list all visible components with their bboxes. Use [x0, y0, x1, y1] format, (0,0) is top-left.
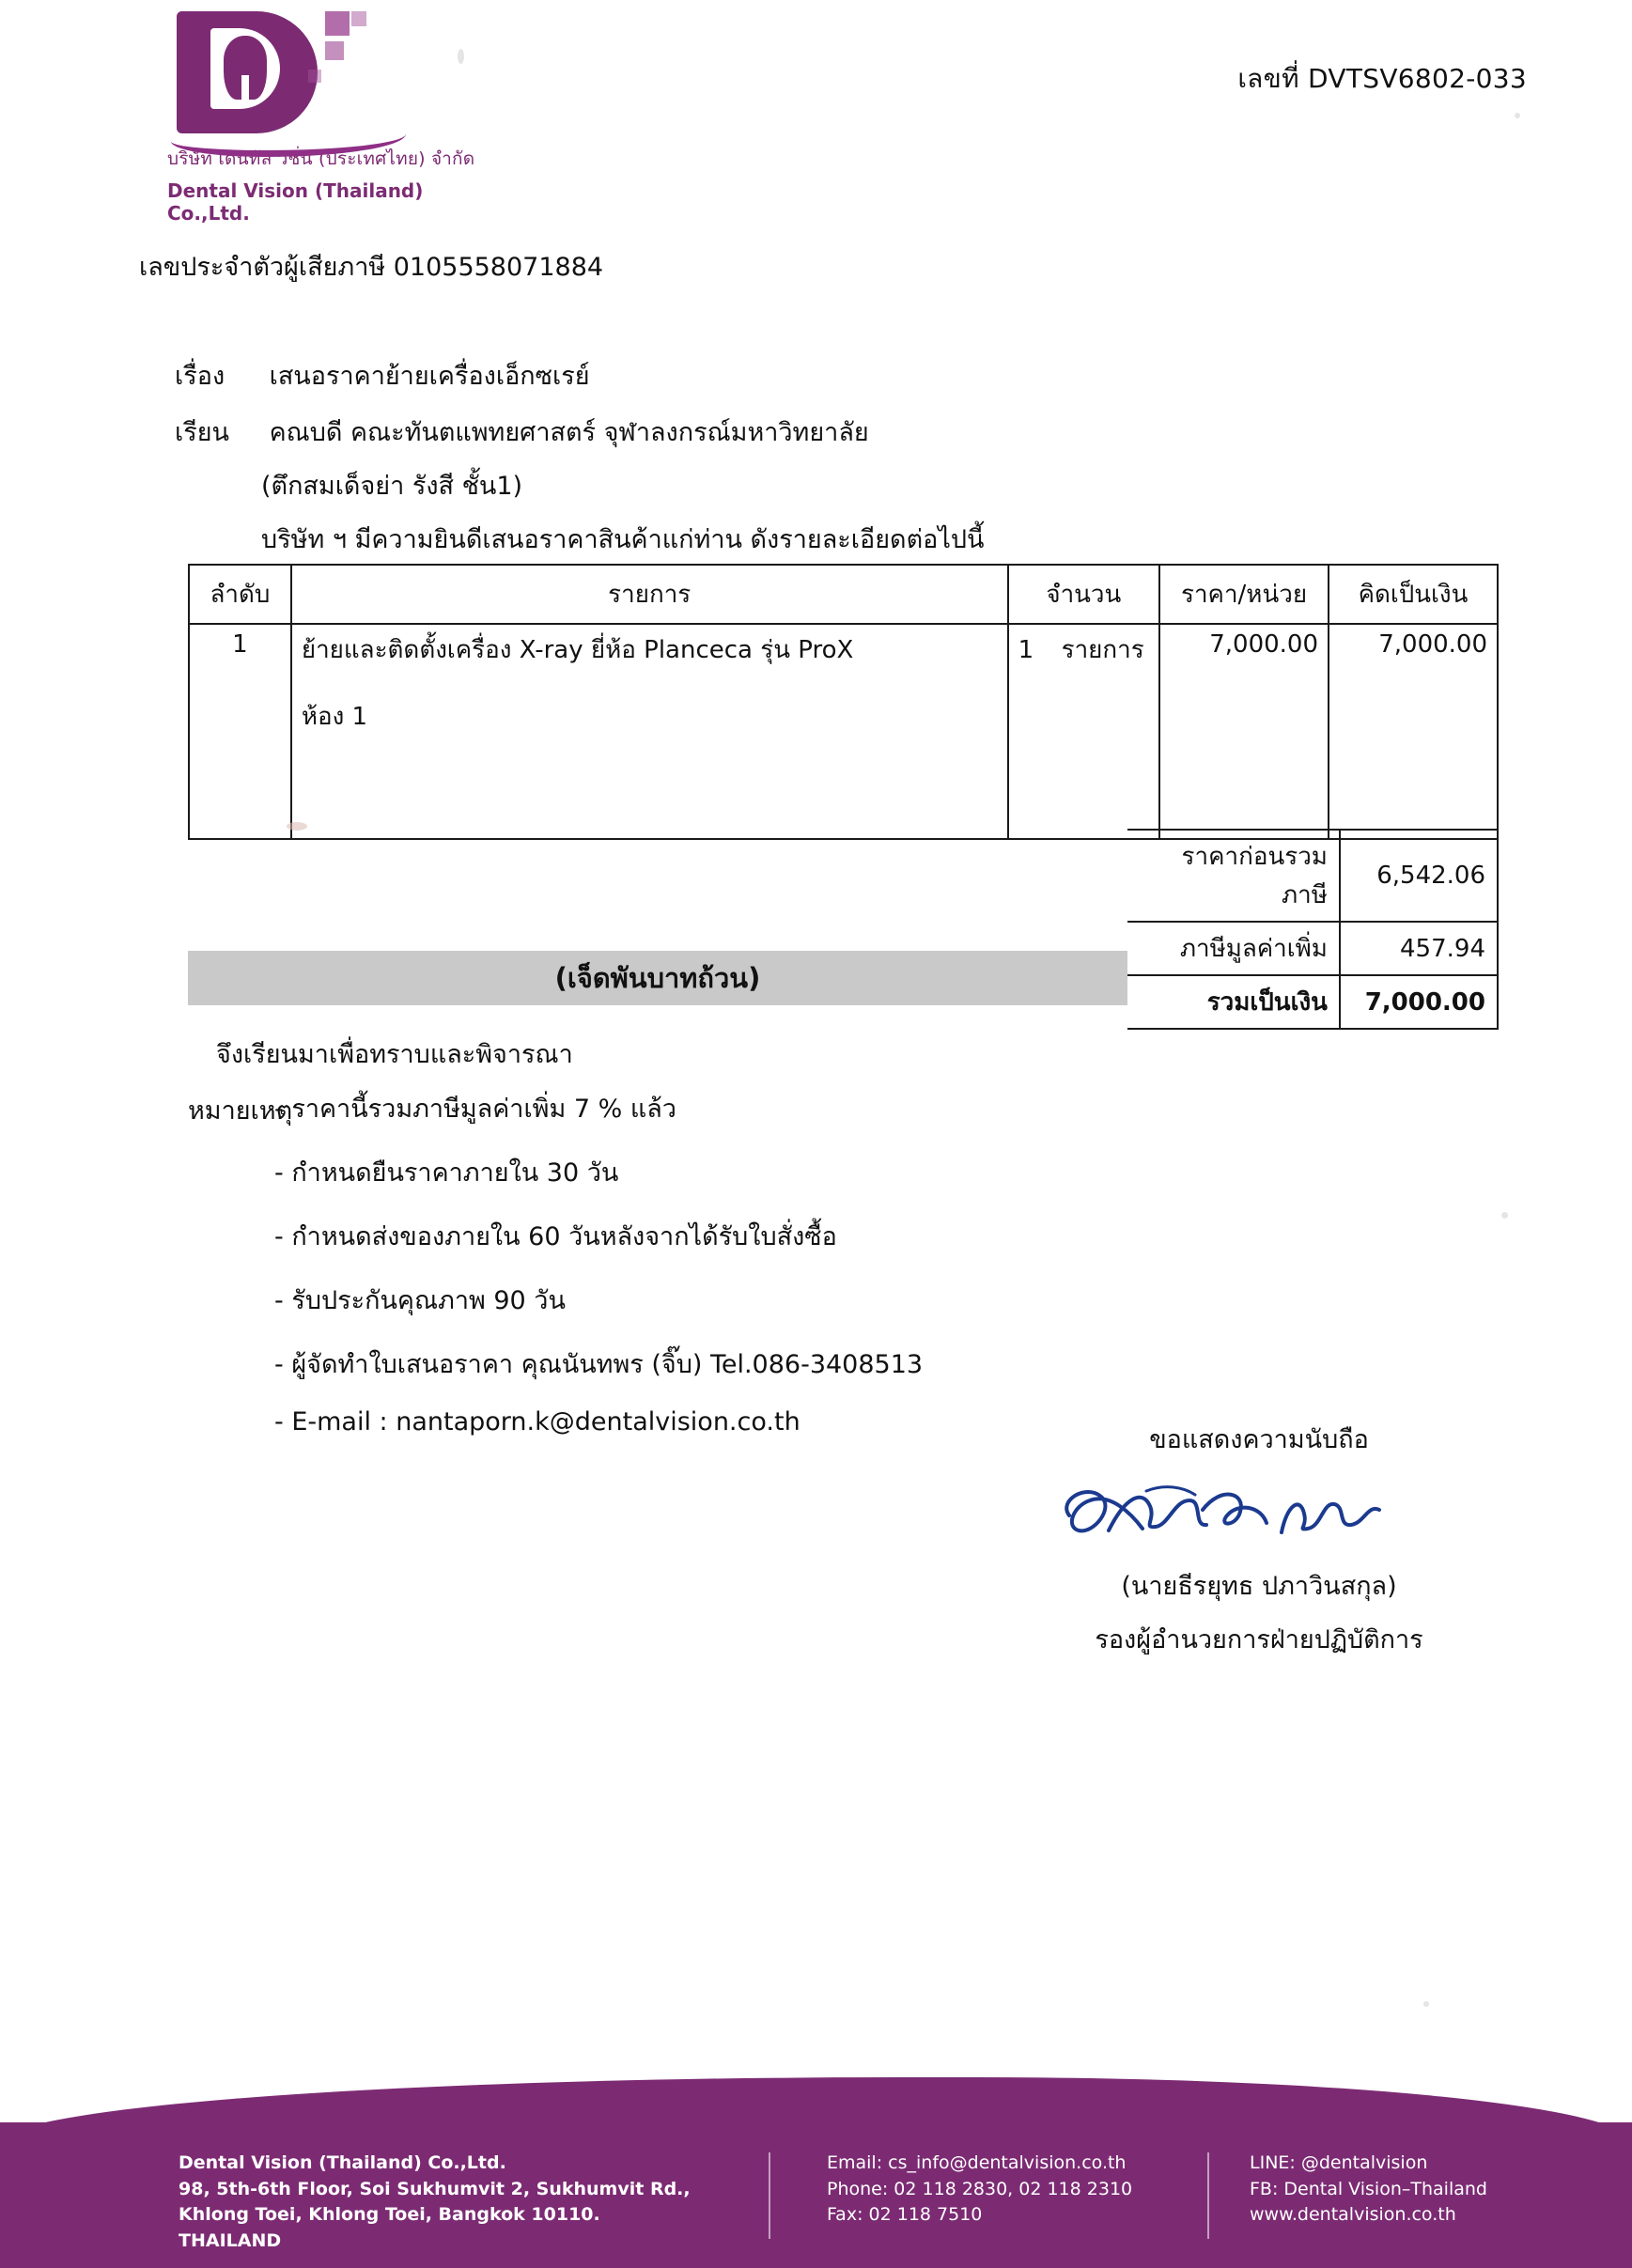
- signature-icon: [1015, 1472, 1503, 1561]
- footer-facebook: FB: Dental Vision–Thailand: [1250, 2178, 1487, 2199]
- th-desc: รายการ: [291, 565, 1008, 624]
- footer-contact: [827, 2151, 1221, 2229]
- cell-unit-price: 7,000.00: [1159, 624, 1329, 839]
- regards-text: ขอแสดงความนับถือ: [1149, 1425, 1369, 1454]
- page-footer: [0, 2122, 1632, 2268]
- list-item: - กำหนดยืนราคาภายใน 30 วัน: [274, 1158, 619, 1188]
- intro-line: บริษัท ฯ มีความยินดีเสนอราคาสินค้าแก่ท่าน ดังรายละเอียดต่อไปนี้: [261, 525, 985, 554]
- vat-value: 457.94: [1340, 922, 1498, 975]
- subtotal-value: 6,542.06: [1340, 830, 1498, 922]
- cell-no: 1: [189, 624, 291, 839]
- subject-row: [175, 355, 590, 396]
- footer-fax: Fax: 02 118 7510: [827, 2204, 983, 2226]
- table-row: [189, 624, 1498, 839]
- footer-divider-2: [1207, 2152, 1209, 2239]
- footer-website: www.dentalvision.co.th: [1250, 2204, 1456, 2226]
- closing-line: จึงเรียนมาเพื่อทราบและพิจารณา: [216, 1040, 573, 1069]
- cell-description-line2: ห้อง 1: [301, 703, 368, 731]
- cell-description: [291, 624, 1008, 839]
- subject-value: เสนอราคาย้ายเครื่องเอ็กซเรย์: [269, 362, 590, 391]
- signature-block: [1015, 1419, 1503, 1659]
- th-qty: จำนวน: [1008, 565, 1159, 624]
- grand-total-value: 7,000.00: [1340, 975, 1498, 1029]
- building-line: (ตึกสมเด็จย่า รังสี ชั้น1): [261, 472, 523, 501]
- company-logo-block: [167, 8, 496, 225]
- logo-icon: [167, 8, 346, 139]
- footer-phone: Phone: 02 118 2830, 02 118 2310: [827, 2178, 1133, 2199]
- tax-id: เลขประจำตัวผู้เสียภาษี 0105558071884: [139, 253, 604, 282]
- notes-list: [274, 1088, 923, 1460]
- cell-amount: 7,000.00: [1329, 624, 1498, 839]
- footer-line-id: LINE: @dentalvision: [1250, 2152, 1428, 2173]
- footer-address-line2: Khlong Toei, Khlong Toei, Bangkok 10110. THAILAND: [179, 2204, 600, 2251]
- list-item: - ราคานี้รวมภาษีมูลค่าเพิ่ม 7 % แล้ว: [274, 1095, 676, 1124]
- subtotal-label: ราคาก่อนรวมภาษี: [1127, 830, 1340, 922]
- recipient-value: คณบดี คณะทันตแพทยศาสตร์ จุฬาลงกรณ์มหาวิทยาลัย: [269, 418, 869, 447]
- items-table: [188, 564, 1499, 840]
- amount-in-words-bar: [188, 951, 1127, 1005]
- amount-in-words: (เจ็ดพันบาทถ้วน): [554, 962, 761, 994]
- logo-company-name-th: บริษัท เดนทัล วิชั่น (ประเทศไทย) จำกัด: [167, 148, 475, 169]
- totals-row-grand: [1127, 975, 1498, 1029]
- list-item: - รับประกันคุณภาพ 90 วัน: [274, 1286, 566, 1315]
- totals-row-subtotal: [1127, 830, 1498, 922]
- th-unit-price: ราคา/หน่วย: [1159, 565, 1329, 624]
- cell-quantity-unit: รายการ: [1061, 636, 1144, 664]
- subject-label: เรื่อง: [175, 362, 225, 391]
- th-no: ลำดับ: [189, 565, 291, 624]
- table-header-row: [189, 565, 1498, 624]
- footer-company-name: Dental Vision (Thailand) Co.,Ltd.: [179, 2152, 506, 2173]
- cell-quantity: [1008, 624, 1159, 839]
- document-number: เลขที่ DVTSV6802-033: [1237, 63, 1527, 94]
- vat-label: ภาษีมูลค่าเพิ่ม: [1127, 922, 1340, 975]
- footer-address: [179, 2151, 705, 2254]
- list-item: - ผู้จัดทำใบเสนอราคา คุณนันทพร (จิ๊บ) Tel.086-3408513: [274, 1350, 924, 1379]
- list-item: - กำหนดส่งของภายใน 60 วันหลังจากได้รับใบสั่งซื้อ: [274, 1222, 837, 1251]
- logo-company-name-en: Dental Vision (Thailand) Co.,Ltd.: [167, 179, 424, 225]
- cell-description-line1: ย้ายและติดตั้งเครื่อง X-ray ยี่ห้อ Planceca รุ่น ProX: [301, 636, 854, 664]
- th-amount: คิดเป็นเงิน: [1329, 565, 1498, 624]
- footer-email: Email: cs_info@dentalvision.co.th: [827, 2152, 1127, 2173]
- list-item: - E-mail : nantaporn.k@dentalvision.co.th: [274, 1407, 800, 1437]
- totals-table: [1127, 829, 1499, 1030]
- recipient-label: เรียน: [175, 418, 230, 447]
- signer-title: รองผู้อำนวยการฝ่ายปฏิบัติการ: [1095, 1625, 1423, 1654]
- recipient-row: [175, 412, 869, 452]
- footer-social: [1250, 2151, 1607, 2229]
- notes-label: หมายเหตุ: [188, 1096, 293, 1126]
- cell-quantity-number: 1: [1018, 636, 1034, 664]
- grand-total-label: รวมเป็นเงิน: [1127, 975, 1340, 1029]
- footer-divider-1: [769, 2152, 770, 2239]
- signer-name: (นายธีรยุทธ ปภาวินสกุล): [1121, 1572, 1397, 1601]
- totals-row-vat: [1127, 922, 1498, 975]
- footer-address-line1: 98, 5th-6th Floor, Soi Sukhumvit 2, Sukhumvit Rd.,: [179, 2178, 691, 2199]
